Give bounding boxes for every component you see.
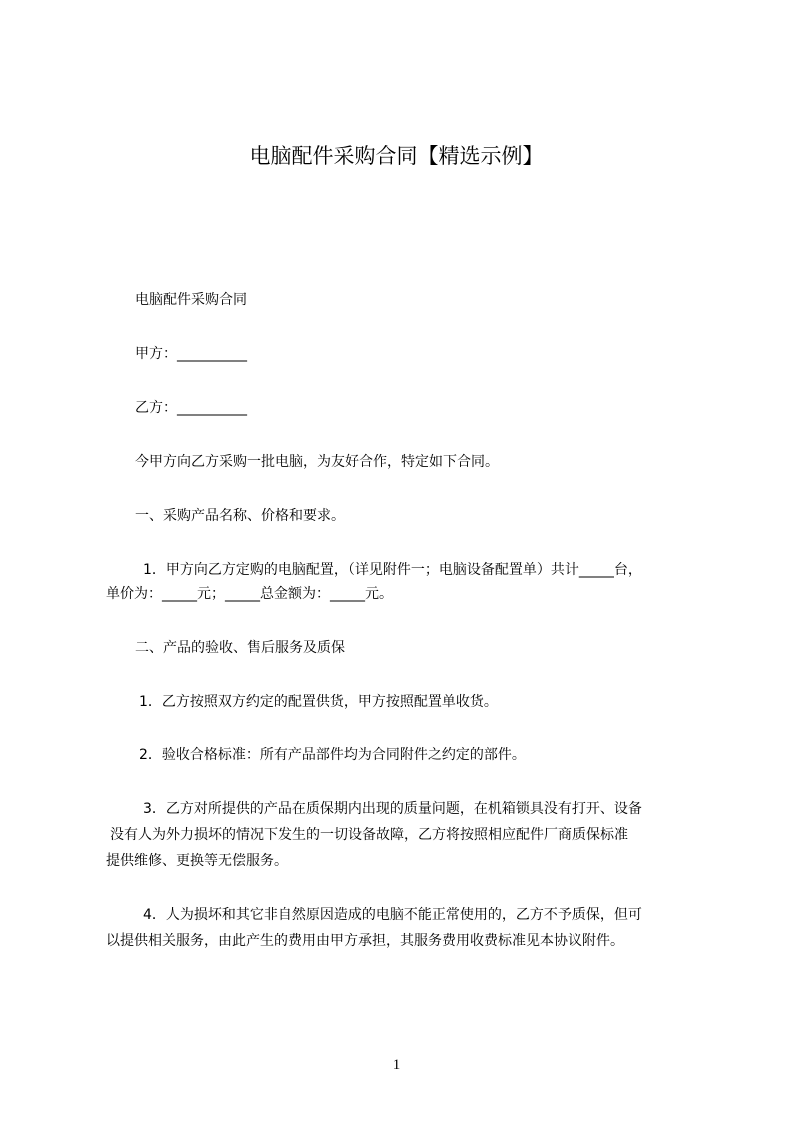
section2-item4-line2: 以提供相关服务，由此产生的费用由甲方承担，其服务费用收费标准见本协议附件。 [106, 933, 624, 949]
contract-heading: 电脑配件采购合同 [135, 292, 247, 308]
section2-item3-line1: 3．乙方对所提供的产品在质保期内出现的质量问题，在机箱锁具没有打开、设备 [143, 801, 642, 817]
section1-title: 一、采购产品名称、价格和要求。 [135, 508, 345, 524]
intro-paragraph: 今甲方向乙方采购一批电脑，为友好合作，特定如下合同。 [135, 454, 499, 470]
section2-item4-line1: 4．人为损坏和其它非自然原因造成的电脑不能正常使用的，乙方不予质保，但可 [143, 907, 642, 923]
section1-item1-line2: 单价为：_____元；_____总金额为：_____元。 [106, 586, 393, 602]
section2-item3-line2: 没有人为外力损坏的情况下发生的一切设备故障，乙方将按照相应配件厂商质保标准 [110, 827, 628, 843]
section2-title: 二、产品的验收、售后服务及质保 [135, 640, 345, 656]
section2-item2: 2．验收合格标准：所有产品部件均为合同附件之约定的部件。 [139, 747, 526, 763]
party-b-line: 乙方：__________ [135, 400, 247, 416]
section1-item1-line1: 1．甲方向乙方定购的电脑配置，（详见附件一；电脑设备配置单）共计_____台， [143, 562, 642, 578]
document-title: 电脑配件采购合同【精选示例】 [249, 144, 544, 168]
section2-item3-line3: 提供维修、更换等无偿服务。 [106, 853, 288, 869]
section2-item1: 1．乙方按照双方约定的配置供货，甲方按照配置单收货。 [139, 694, 498, 710]
party-a-line: 甲方：__________ [135, 346, 247, 362]
page-number: 1 [392, 1057, 401, 1073]
